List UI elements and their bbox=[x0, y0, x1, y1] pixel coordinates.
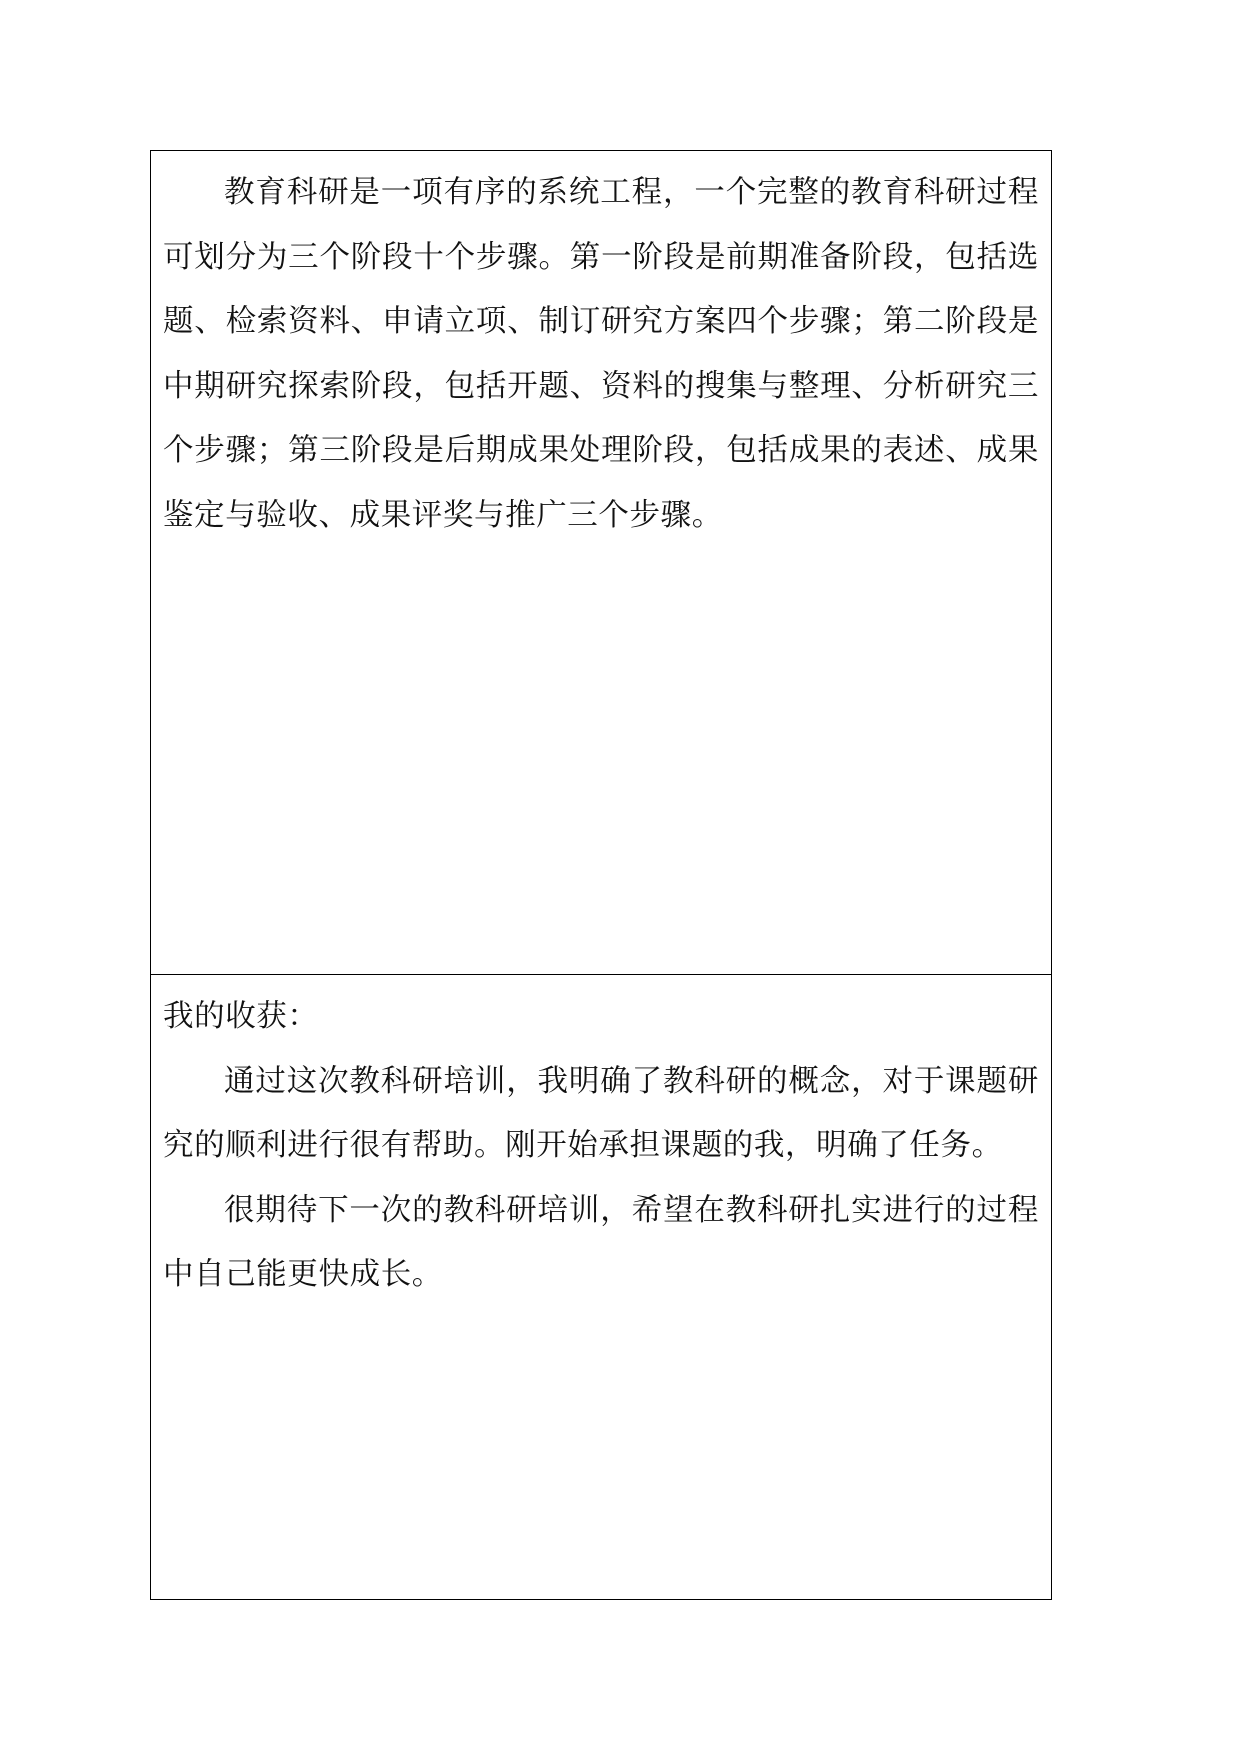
content-cell-research-process bbox=[151, 151, 1051, 975]
content-cell-gains bbox=[151, 975, 1051, 1599]
gains-heading: 我的收获： bbox=[163, 999, 319, 1034]
gains-paragraph-1: 通过这次教科研培训，我明确了教科研的概念，对于课题研究的顺利进行很有帮助。刚开始承担课题的我，明确了任务。 bbox=[163, 1063, 1039, 1164]
research-process-paragraph: 教育科研是一项有序的系统工程，一个完整的教育科研过程可划分为三个阶段十个步骤。第一阶段是前期准备阶段，包括选题、检索资料、申请立项、制订研究方案四个步骤；第二阶段是中期研究探索阶段，包括开题、资料的搜集与整理、分析研究三个步骤；第三阶段是后期成果处理阶段，包括成果的表述、成果鉴定与验收、成果评奖与推广三个步骤。 bbox=[163, 175, 1039, 533]
gains-paragraph-2: 很期待下一次的教科研培训，希望在教科研扎实进行的过程中自己能更快成长。 bbox=[163, 1192, 1039, 1293]
document-table bbox=[150, 150, 1052, 1600]
